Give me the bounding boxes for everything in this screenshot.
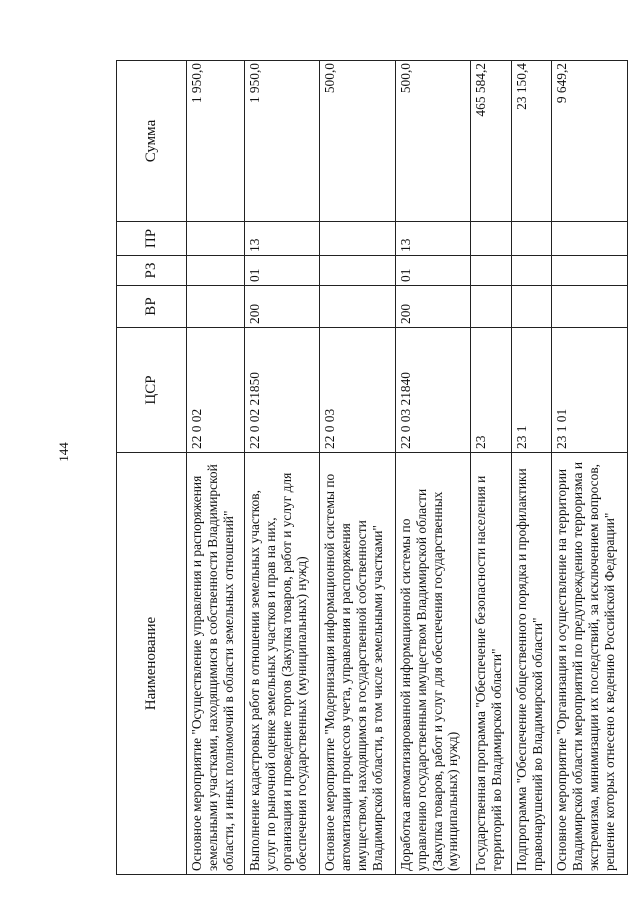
- header-csr: ЦСР: [117, 328, 187, 453]
- rotated-table-container: [116, 60, 628, 875]
- header-sum: Сумма: [117, 61, 187, 222]
- header-pr: ПР: [117, 222, 187, 256]
- header-rz: РЗ: [117, 256, 187, 286]
- cell-name: Выполнение кадастровых работ в отношении земельных участков, услуг по рыночной оценке земельных участков и прав на них, организация и проведение торгов (Закупка товаров, работ и услуг для обеспечения государственных (муниципальных) нужд): [245, 453, 320, 875]
- table-row: [552, 61, 628, 875]
- cell-csr: 23 1: [511, 328, 552, 453]
- cell-pr: 13: [245, 222, 320, 256]
- cell-sum: 9 649,2: [552, 61, 628, 222]
- table-row: [471, 61, 512, 875]
- cell-csr: 22 0 03 21840: [395, 328, 470, 453]
- cell-rz: 01: [395, 256, 470, 286]
- cell-pr: [187, 222, 245, 256]
- cell-vr: [187, 286, 245, 328]
- cell-name: Основное мероприятие "Модернизация информационной системы по автоматизации процессов учета, управления и распоряжения имуществом, находящимся в государственной собственности Владимирской области, в том числе земельными участками": [320, 453, 395, 875]
- cell-csr: 23 1 01: [552, 328, 628, 453]
- cell-vr: 200: [245, 286, 320, 328]
- cell-rz: [511, 256, 552, 286]
- page-number: 144: [56, 442, 71, 462]
- cell-csr: 22 0 03: [320, 328, 395, 453]
- cell-sum: 500,0: [320, 61, 395, 222]
- header-name: Наименование: [117, 453, 187, 875]
- cell-name: Подпрограмма "Обеспечение общественного порядка и профилактики правонарушений во Владимирской области": [511, 453, 552, 875]
- cell-rz: [552, 256, 628, 286]
- cell-sum: 465 584,2: [471, 61, 512, 222]
- cell-csr: 23: [471, 328, 512, 453]
- cell-name: Государственная программа "Обеспечение безопасности населения и территорий во Владимирской области": [471, 453, 512, 875]
- cell-sum: 1 950,0: [187, 61, 245, 222]
- cell-pr: [552, 222, 628, 256]
- cell-sum: 500,0: [395, 61, 470, 222]
- budget-table: [116, 60, 628, 875]
- cell-pr: [511, 222, 552, 256]
- cell-vr: 200: [395, 286, 470, 328]
- cell-pr: 13: [395, 222, 470, 256]
- header-row: [117, 61, 187, 875]
- cell-name: Основное мероприятие "Осуществление управления и распоряжения земельными участками, находящимися в собственности Владимирской области, и иных полномочий в области земельных отношений": [187, 453, 245, 875]
- cell-vr: [471, 286, 512, 328]
- cell-pr: [471, 222, 512, 256]
- cell-vr: [552, 286, 628, 328]
- cell-rz: [471, 256, 512, 286]
- cell-rz: [320, 256, 395, 286]
- header-vr: ВР: [117, 286, 187, 328]
- cell-rz: 01: [245, 256, 320, 286]
- table-row: [395, 61, 470, 875]
- table-row: [320, 61, 395, 875]
- table-row: [187, 61, 245, 875]
- cell-vr: [511, 286, 552, 328]
- table-row: [245, 61, 320, 875]
- cell-sum: 1 950,0: [245, 61, 320, 222]
- cell-csr: 22 0 02: [187, 328, 245, 453]
- cell-csr: 22 0 02 21850: [245, 328, 320, 453]
- cell-name: Основное мероприятие "Организация и осуществление на территории Владимирской области мероприятий по предупреждению терроризма и экстремизма, минимизации их последствий, за исключением вопросов, решение которых отнесено к ведению Российской Федерации": [552, 453, 628, 875]
- table-row: [511, 61, 552, 875]
- cell-rz: [187, 256, 245, 286]
- cell-vr: [320, 286, 395, 328]
- cell-name: Доработка автоматизированной информационной системы по управлению государственным имуществом Владимирской области (Закупка товаров, работ и услуг для обеспечения государственных (муниципальных) нужд): [395, 453, 470, 875]
- cell-sum: 23 150,4: [511, 61, 552, 222]
- cell-pr: [320, 222, 395, 256]
